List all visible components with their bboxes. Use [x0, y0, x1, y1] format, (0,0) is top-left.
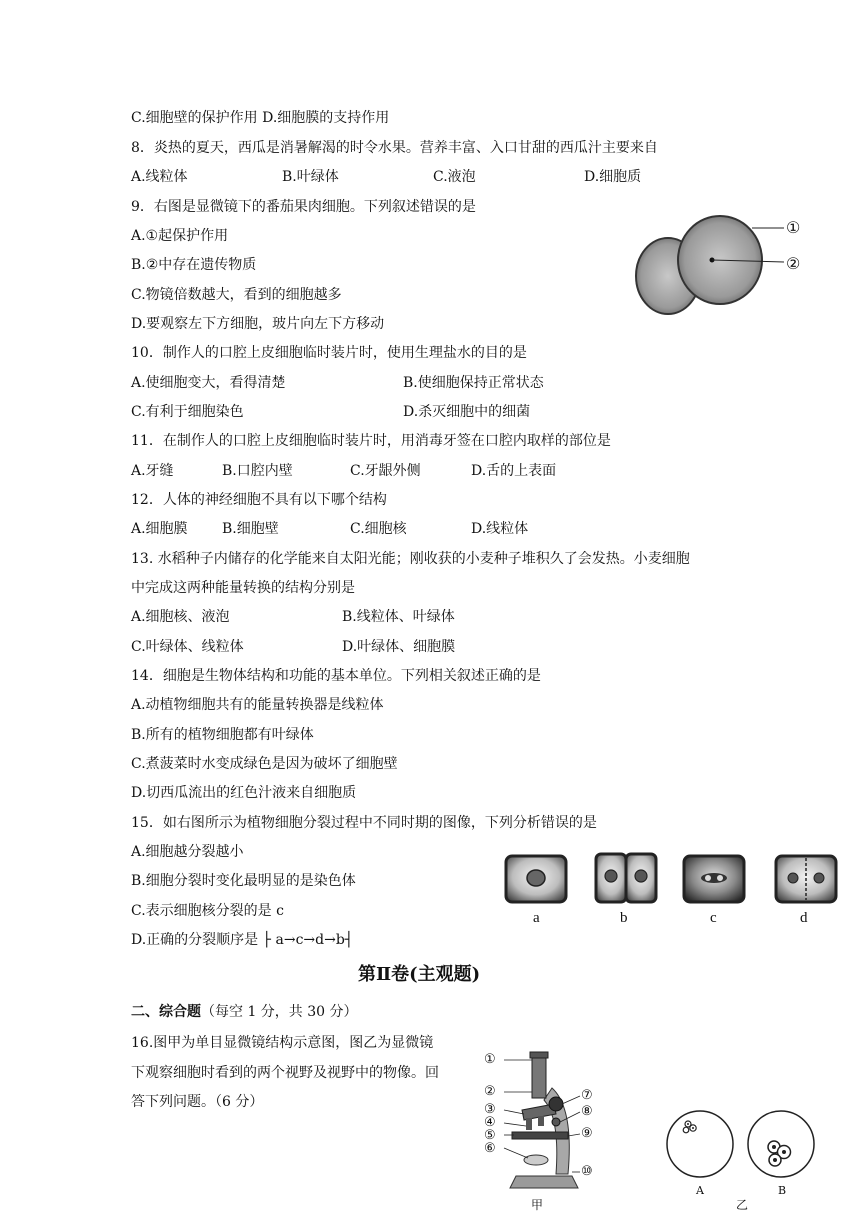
- section-heading: [131, 1003, 358, 1021]
- view-b-label: B: [778, 1184, 787, 1197]
- q13-option-c: C.叶绿体、线粒体: [131, 639, 244, 655]
- q16-stem-line1: 16.图甲为单目显微镜结构示意图，图乙为显微镜: [131, 1035, 434, 1051]
- q9-option-d: D.要观察左下方细胞，玻片向左下方移动: [131, 316, 385, 332]
- mic-label-5: ⑤: [484, 1128, 496, 1143]
- q15-label-d: d: [800, 910, 808, 926]
- mic-label-2: ②: [484, 1084, 496, 1099]
- q8-option-a: A.线粒体: [131, 169, 188, 185]
- q14-option-b: B.所有的植物细胞都有叶绿体: [131, 727, 314, 743]
- caption-yi: 乙: [736, 1198, 749, 1212]
- q15-label-b: b: [620, 910, 628, 926]
- q11-option-d: D.舌的上表面: [471, 463, 557, 479]
- q10-stem: 10．制作人的口腔上皮细胞临时装片时，使用生理盐水的目的是: [131, 345, 527, 361]
- caption-jia: 甲: [531, 1198, 544, 1212]
- q12-option-c: C.细胞核: [350, 521, 407, 537]
- q8-option-c: C.液泡: [433, 169, 476, 185]
- part2-title: 第Ⅱ卷(主观题): [358, 964, 481, 985]
- q15-option-b: B.细胞分裂时变化最明显的是染色体: [131, 873, 356, 889]
- section-heading-label: 二、综合题: [131, 1004, 201, 1020]
- mic-label-6: ⑥: [484, 1141, 496, 1156]
- q12-option-b: B.细胞壁: [222, 521, 279, 537]
- q15-label-c: c: [710, 910, 717, 926]
- q15-option-d: D.正确的分裂顺序是 ├ a→c→d→b┤: [131, 932, 354, 948]
- q9-stem: 9．右图是显微镜下的番茄果肉细胞。下列叙述错误的是: [131, 199, 476, 215]
- q16-stem-line2: 下观察细胞时看到的两个视野及视野中的物像。回: [131, 1065, 439, 1081]
- q9-option-b: B.②中存在遗传物质: [131, 257, 257, 273]
- q15-label-a: a: [533, 910, 540, 926]
- q10-option-a: A.使细胞变大，看得清楚: [131, 375, 286, 391]
- q14-option-a: A.动植物细胞共有的能量转换器是线粒体: [131, 697, 384, 713]
- q12-stem: 12．人体的神经细胞不具有以下哪个结构: [131, 492, 387, 508]
- tomato-cell-figure: [632, 212, 812, 317]
- view-a-label: A: [696, 1184, 704, 1197]
- mic-label-10: ⑩: [581, 1164, 593, 1179]
- q11-option-c: C.牙龈外侧: [350, 463, 421, 479]
- section-heading-note: （每空 1 分，共 30 分）: [201, 1004, 358, 1020]
- q13-stem-line1: 13. 水稻种子内储存的化学能来自太阳光能；刚收获的小麦种子堆积久了会发热。小麦细胞: [131, 551, 690, 567]
- q11-option-b: B.口腔内壁: [222, 463, 293, 479]
- q9-label-1: ①: [786, 218, 801, 237]
- q8-option-b: B.叶绿体: [282, 169, 339, 185]
- q14-stem: 14．细胞是生物体结构和功能的基本单位。下列相关叙述正确的是: [131, 668, 541, 684]
- q13-option-d: D.叶绿体、细胞膜: [342, 639, 456, 655]
- q10-option-c: C.有利于细胞染色: [131, 404, 244, 420]
- q14-option-c: C.煮菠菜时水变成绿色是因为破坏了细胞壁: [131, 756, 398, 772]
- q15-option-a: A.细胞越分裂越小: [131, 844, 244, 860]
- mic-label-3: ③: [484, 1102, 496, 1117]
- q10-option-b: B.使细胞保持正常状态: [403, 375, 544, 391]
- q11-option-a: A.牙缝: [131, 463, 174, 479]
- q13-option-a: A.细胞核、液泡: [131, 609, 230, 625]
- mic-label-9: ⑨: [581, 1126, 593, 1141]
- q13-stem-line2: 中完成这两种能量转换的结构分别是: [131, 580, 355, 596]
- q12-option-d: D.线粒体: [471, 521, 529, 537]
- q8-option-d: D.细胞质: [584, 169, 642, 185]
- q14-option-d: D.切西瓜流出的红色汁液来自细胞质: [131, 785, 357, 801]
- fields-of-view-figure: [660, 1104, 820, 1184]
- mic-label-1: ①: [484, 1052, 496, 1067]
- q7-options: C.细胞壁的保护作用 D.细胞膜的支持作用: [131, 110, 390, 126]
- q15-stem: 15．如右图所示为植物细胞分裂过程中不同时期的图像，下列分析错误的是: [131, 815, 597, 831]
- q9-option-a: A.①起保护作用: [131, 228, 229, 244]
- q9-option-c: C.物镜倍数越大，看到的细胞越多: [131, 287, 342, 303]
- q9-label-2: ②: [786, 254, 801, 273]
- q11-stem: 11．在制作人的口腔上皮细胞临时装片时，用消毒牙签在口腔内取样的部位是: [131, 433, 611, 449]
- q10-option-d: D.杀灭细胞中的细菌: [403, 404, 531, 420]
- mic-label-4: ④: [484, 1115, 496, 1130]
- q13-option-b: B.线粒体、叶绿体: [342, 609, 455, 625]
- mic-label-8: ⑧: [581, 1104, 593, 1119]
- q8-stem: 8．炎热的夏天，西瓜是消暑解渴的时令水果。营养丰富、入口甘甜的西瓜汁主要来自: [131, 140, 658, 156]
- q12-option-a: A.细胞膜: [131, 521, 188, 537]
- q16-stem-line3: 答下列问题。（6 分）: [131, 1094, 264, 1110]
- cell-division-figure: [500, 850, 845, 910]
- q15-option-c: C.表示细胞核分裂的是 c: [131, 903, 284, 919]
- mic-label-7: ⑦: [581, 1088, 593, 1103]
